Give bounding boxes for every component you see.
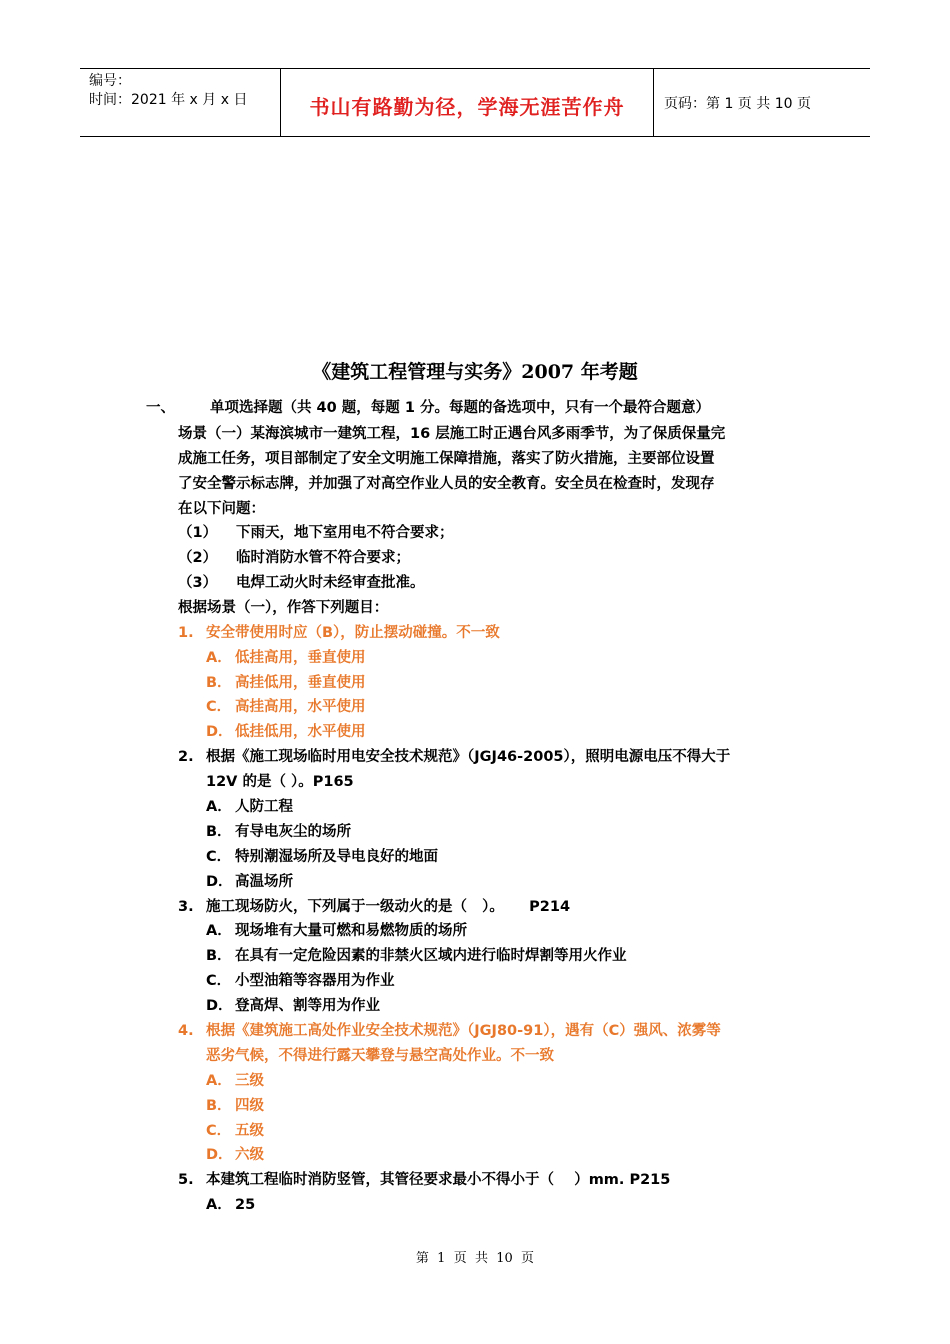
option-text: 人防工程	[235, 799, 293, 815]
option-letter: B．	[206, 1098, 232, 1114]
option-text: 有导电灰尘的场所	[235, 824, 351, 840]
question-3	[178, 897, 570, 917]
option-letter: C．	[206, 849, 232, 865]
option-item	[206, 872, 293, 892]
document-header	[80, 68, 870, 137]
option-item	[206, 648, 366, 668]
option-text: 高挂低用，垂直使用	[235, 675, 366, 691]
issue-number: （3）	[178, 575, 218, 591]
question-text: 安全带使用时应（B），防止摆动碰撞。不一致	[206, 625, 500, 641]
option-item	[206, 697, 366, 717]
option-letter: A．	[206, 650, 232, 666]
option-item	[206, 921, 467, 941]
header-meta-cell	[80, 69, 281, 136]
option-item	[206, 996, 380, 1016]
option-letter: B．	[206, 948, 232, 964]
option-letter: D．	[206, 874, 233, 890]
option-text: 低挂高用，垂直使用	[235, 650, 366, 666]
page-title: 《建筑工程管理与实务》2007 年考题	[312, 361, 638, 383]
option-text: 四级	[235, 1098, 264, 1114]
issue-item	[178, 523, 454, 543]
option-item	[206, 1121, 264, 1141]
question-number: 1.	[178, 625, 194, 641]
question-text-cont: 恶劣气候，不得进行露天攀登与悬空高处作业。不一致	[206, 1048, 554, 1064]
option-letter: C．	[206, 1123, 232, 1139]
question-4	[178, 1021, 721, 1041]
question-number: 3.	[178, 899, 194, 915]
scenario-line: 成施工任务，项目部制定了安全文明施工保障措施，落实了防火措施，主要部位设置	[178, 451, 715, 467]
option-letter: A．	[206, 923, 232, 939]
option-text: 25	[235, 1197, 256, 1213]
issue-text: 临时消防水管不符合要求；	[236, 550, 410, 566]
option-letter: D．	[206, 998, 233, 1014]
issue-item	[178, 548, 410, 568]
option-letter: A．	[206, 799, 232, 815]
option-item	[206, 1096, 264, 1116]
option-letter: D．	[206, 724, 233, 740]
section-number: 一、	[146, 400, 175, 416]
option-letter: A．	[206, 1197, 232, 1213]
serial-label: 编号：	[89, 73, 131, 89]
option-item	[206, 971, 395, 991]
option-text: 五级	[235, 1123, 264, 1139]
question-text-cont: 12V 的是（ ）。P165	[206, 774, 354, 790]
question-2	[178, 747, 730, 767]
option-letter: C．	[206, 699, 232, 715]
issue-item	[178, 573, 425, 593]
issue-text: 电焊工动火时未经审查批准。	[236, 575, 425, 591]
option-letter: C．	[206, 973, 232, 989]
option-letter: B．	[206, 675, 232, 691]
question-5	[178, 1170, 670, 1190]
option-item	[206, 1071, 264, 1091]
question-1	[178, 623, 500, 643]
option-letter: B．	[206, 824, 232, 840]
option-item	[206, 673, 366, 693]
scenario-prompt: 根据场景（一），作答下列题目：	[178, 600, 389, 616]
page-info: 页码：第 1 页 共 10 页	[664, 96, 811, 112]
date-line: 时间：2021 年 x 月 x 日	[89, 92, 248, 108]
scenario-line: 在以下问题：	[178, 501, 265, 517]
option-text: 三级	[235, 1073, 264, 1089]
header-motto-cell	[281, 69, 654, 136]
question-text: 根据《建筑施工高处作业安全技术规范》（JGJ80-91），遇有（C）强风、浓雾等	[206, 1023, 721, 1039]
option-text: 登高焊、割等用为作业	[235, 998, 380, 1014]
question-number: 4.	[178, 1023, 194, 1039]
issue-text: 下雨天，地下室用电不符合要求；	[236, 525, 454, 541]
issue-number: （2）	[178, 550, 218, 566]
page-footer: 第 1 页 共 10 页	[415, 1251, 535, 1266]
option-text: 在具有一定危险因素的非禁火区域内进行临时焊割等用火作业	[235, 948, 627, 964]
option-letter: A．	[206, 1073, 232, 1089]
header-page-cell	[654, 69, 870, 136]
section-heading	[146, 398, 710, 418]
option-item	[206, 946, 627, 966]
option-text: 特别潮湿场所及导电良好的地面	[235, 849, 438, 865]
option-text: 小型油箱等容器用为作业	[235, 973, 395, 989]
motto: 书山有路勤为径，学海无涯苦作舟	[309, 95, 625, 119]
option-item	[206, 822, 351, 842]
option-text: 现场堆有大量可燃和易燃物质的场所	[235, 923, 467, 939]
question-number: 2.	[178, 749, 194, 765]
option-item	[206, 1195, 255, 1215]
option-letter: D．	[206, 1147, 233, 1163]
option-item	[206, 1145, 264, 1165]
option-text: 高温场所	[235, 874, 293, 890]
option-item	[206, 847, 438, 867]
question-text: 本建筑工程临时消防竖管，其管径要求最小不得小于（ ）mm. P215	[206, 1172, 671, 1188]
section-text: 单项选择题（共 40 题，每题 1 分。每题的备选项中，只有一个最符合题意）	[210, 400, 710, 416]
scenario-line: 了安全警示标志牌，并加强了对高空作业人员的安全教育。安全员在检查时，发现存	[178, 476, 715, 492]
question-text: 根据《施工现场临时用电安全技术规范》（JGJ46-2005），照明电源电压不得大于	[206, 749, 731, 765]
option-text: 高挂高用，水平使用	[235, 699, 366, 715]
scenario-line: 场景（一）某海滨城市一建筑工程，16 层施工时正遇台风多雨季节，为了保质保量完	[178, 426, 726, 442]
issue-number: （1）	[178, 525, 218, 541]
question-text: 施工现场防火，下列属于一级动火的是（ ）。 P214	[206, 899, 571, 915]
option-text: 六级	[235, 1147, 264, 1163]
question-number: 5.	[178, 1172, 194, 1188]
option-text: 低挂低用，水平使用	[235, 724, 366, 740]
option-item	[206, 722, 366, 742]
option-item	[206, 797, 293, 817]
